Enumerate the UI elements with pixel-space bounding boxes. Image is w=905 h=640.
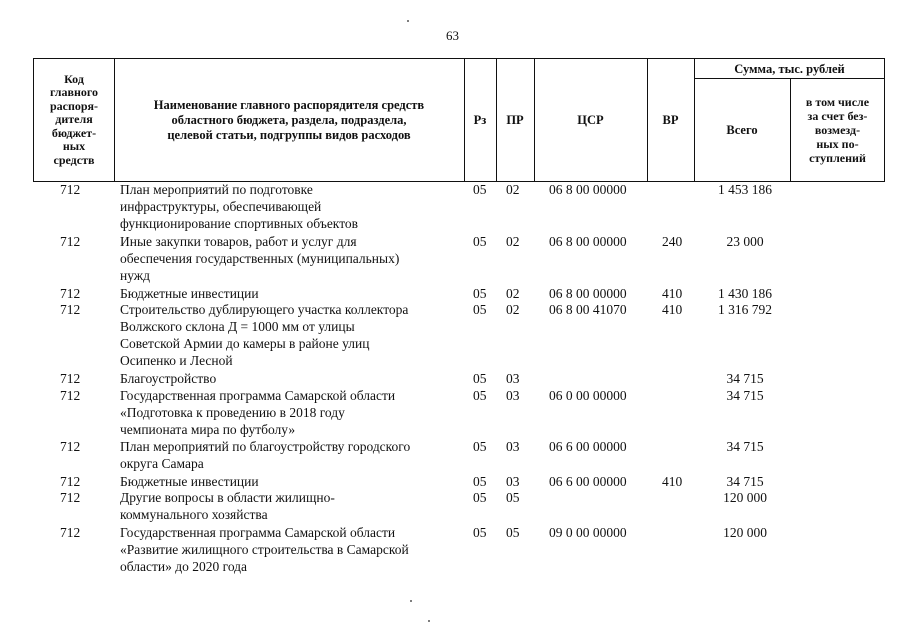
cell-pr: 05 <box>506 490 520 505</box>
cell-name: Строительство дублирующего участка коллектора Волжского склона Д = 1000 мм от улицы Советской Армии до камеры в районе улиц Осипенко и Лесной <box>120 302 409 368</box>
cell-total: 1 430 186 <box>718 286 772 301</box>
cell-kod: 712 <box>60 388 81 403</box>
cell-rz: 05 <box>473 234 487 249</box>
cell-csr: 06 8 00 41070 <box>549 302 627 317</box>
header-total: Всего <box>726 122 758 137</box>
cell-csr: 09 0 00 00000 <box>549 525 627 540</box>
cell-name: Государственная программа Самарской области «Развитие жилищного строительства в Самарской области» до 2020 года <box>120 525 409 574</box>
cell-rz: 05 <box>473 286 487 301</box>
cell-total: 120 000 <box>723 525 767 540</box>
cell-csr: 06 0 00 00000 <box>549 388 627 403</box>
cell-rz: 05 <box>473 302 487 317</box>
cell-name: План мероприятий по подготовке инфраструктуры, обеспечивающей функционирование спортивных объектов <box>120 182 359 231</box>
cell-total: 120 000 <box>723 490 767 505</box>
cell-name: Благоустройство <box>120 371 217 386</box>
cell-name: Бюджетные инвестиции <box>120 286 259 301</box>
cell-total: 1 316 792 <box>718 302 772 317</box>
cell-csr: 06 8 00 00000 <box>549 234 627 249</box>
cell-total: 34 715 <box>726 371 764 386</box>
header-rz: Рз <box>473 113 487 127</box>
cell-kod: 712 <box>60 474 81 489</box>
cell-total: 34 715 <box>726 388 764 403</box>
cell-total: 1 453 186 <box>718 182 772 197</box>
cell-pr: 03 <box>506 371 520 386</box>
cell-rz: 05 <box>473 525 487 540</box>
cell-vr: 240 <box>662 234 683 249</box>
cell-kod: 712 <box>60 234 81 249</box>
cell-vr: 410 <box>662 474 683 489</box>
table-header <box>33 58 885 182</box>
header-incl: в том числе за счет без- возмезд- ных по- ступлений <box>805 94 870 165</box>
cell-csr: 06 8 00 00000 <box>549 182 627 197</box>
cell-rz: 05 <box>473 388 487 403</box>
cell-name: План мероприятий по благоустройству городского округа Самара <box>120 439 411 471</box>
cell-rz: 05 <box>473 371 487 386</box>
header-vr: ВР <box>662 113 679 127</box>
cell-name: Другие вопросы в области жилищно- коммунального хозяйства <box>120 490 335 522</box>
cell-kod: 712 <box>60 182 81 197</box>
cell-csr: 06 6 00 00000 <box>549 474 627 489</box>
cell-pr: 03 <box>506 474 520 489</box>
cell-pr: 02 <box>506 182 520 197</box>
cell-rz: 05 <box>473 439 487 454</box>
scan-speck <box>410 600 412 602</box>
cell-kod: 712 <box>60 525 81 540</box>
cell-pr: 02 <box>506 286 520 301</box>
cell-csr: 06 8 00 00000 <box>549 286 627 301</box>
cell-rz: 05 <box>473 474 487 489</box>
cell-pr: 02 <box>506 234 520 249</box>
cell-rz: 05 <box>473 490 487 505</box>
header-sum-group: Сумма, тыс. рублей <box>734 61 845 76</box>
cell-pr: 03 <box>506 388 520 403</box>
cell-pr: 05 <box>506 525 520 540</box>
cell-total: 34 715 <box>726 474 764 489</box>
cell-kod: 712 <box>60 439 81 454</box>
cell-pr: 03 <box>506 439 520 454</box>
cell-rz: 05 <box>473 182 487 197</box>
cell-vr: 410 <box>662 302 683 317</box>
header-csr: ЦСР <box>577 113 604 127</box>
cell-pr: 02 <box>506 302 520 317</box>
header-name: Наименование главного распорядителя средств областного бюджета, раздела, подраздела, целевой статьи, подгруппы видов расходов <box>153 97 425 142</box>
cell-kod: 712 <box>60 302 81 317</box>
cell-name: Иные закупки товаров, работ и услуг для обеспечения государственных (муниципальных) нужд <box>120 234 400 283</box>
cell-name: Государственная программа Самарской области «Подготовка к проведению в 2018 году чемпионата мира по футболу» <box>120 388 396 437</box>
cell-vr: 410 <box>662 286 683 301</box>
cell-name: Бюджетные инвестиции <box>120 474 259 489</box>
cell-total: 34 715 <box>726 439 764 454</box>
cell-kod: 712 <box>60 490 81 505</box>
page-number: 63 <box>446 28 459 43</box>
cell-total: 23 000 <box>726 234 764 249</box>
cell-csr: 06 6 00 00000 <box>549 439 627 454</box>
scan-speck <box>428 620 430 622</box>
scan-speck <box>407 20 409 22</box>
cell-kod: 712 <box>60 371 81 386</box>
header-kod: Код главного распоря- дителя бюджет- ных средств <box>49 71 99 167</box>
cell-kod: 712 <box>60 286 81 301</box>
header-pr: ПР <box>506 113 524 127</box>
